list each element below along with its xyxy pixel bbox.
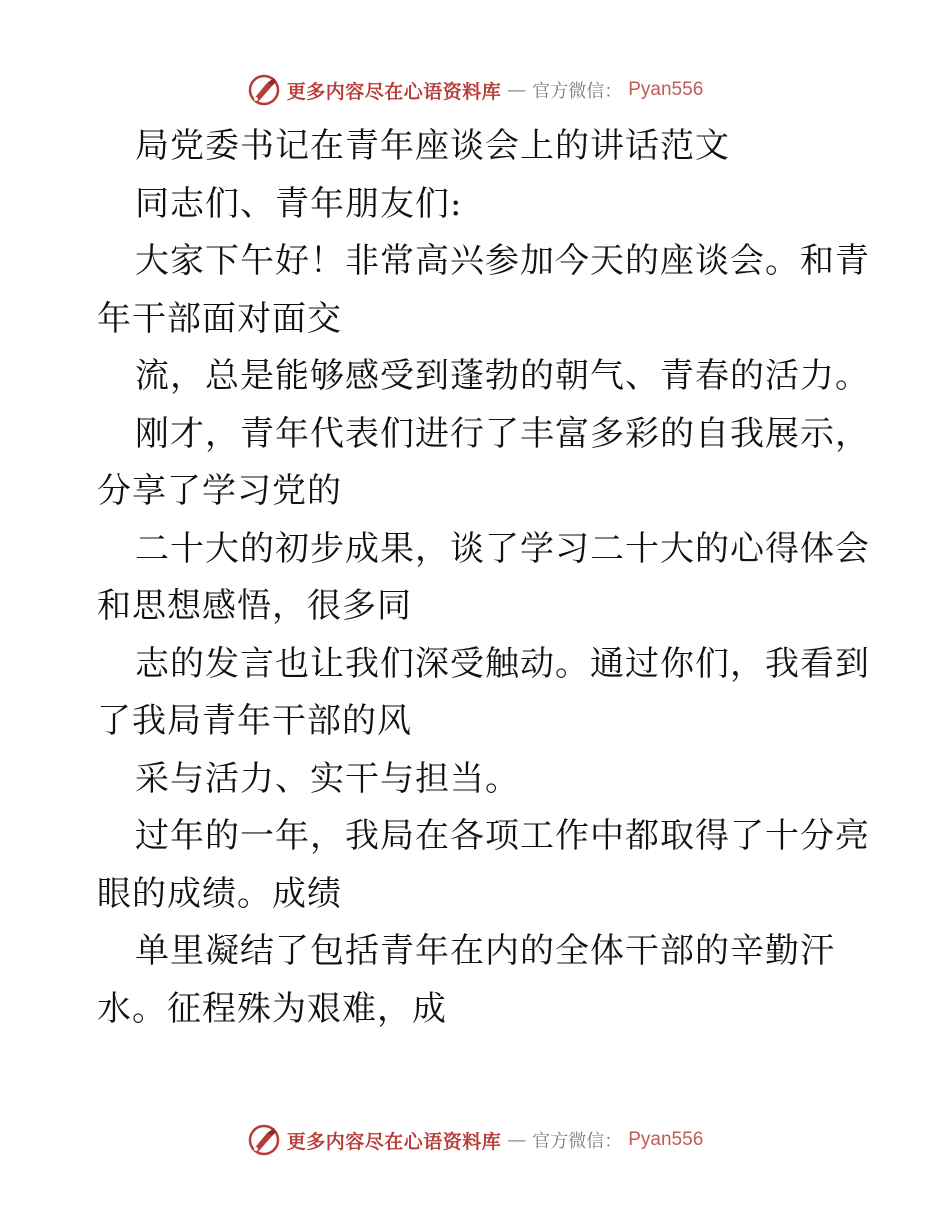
text-line: 流，总是能够感受到蓬勃的朝气、青春的活力。 — [135, 356, 870, 396]
text-line: 刚才，青年代表们进行了丰富多彩的自我展示， — [135, 413, 870, 454]
text-line: 年干部面对面交 — [97, 298, 342, 339]
text-line: 志的发言也让我们深受触动。通过你们，我看到 — [135, 643, 870, 684]
banner-wechat-id: Pyan556 — [628, 1129, 704, 1150]
header-banner — [0, 70, 950, 110]
text-line: 采与活力、实干与担当。 — [135, 758, 520, 799]
banner-wechat-id: Pyan556 — [628, 79, 704, 100]
banner-dash: — — [507, 79, 527, 101]
banner-site-name: 更多内容尽在心语资料库 — [286, 80, 502, 103]
banner-site-name: 更多内容尽在心语资料库 — [286, 1130, 502, 1153]
text-line: 同志们、青年朋友们: — [135, 183, 463, 224]
footer-banner — [0, 1120, 950, 1160]
text-line: 单里凝结了包括青年在内的全体干部的辛勤汗 — [135, 931, 835, 971]
text-line: 大家下午好！非常高兴参加今天的座谈会。和青 — [135, 241, 870, 281]
document-title: 局党委书记在青年座谈会上的讲话范文 — [135, 126, 730, 166]
text-line: 二十大的初步成果，谈了学习二十大的心得体会 — [135, 528, 870, 569]
text-line: 了我局青年干部的风 — [97, 701, 412, 741]
banner-label: 官方微信： — [532, 81, 623, 102]
text-line: 水。征程殊为艰难，成 — [97, 988, 447, 1029]
text-line: 和思想感悟，很多同 — [97, 586, 412, 626]
banner-label: 官方微信： — [532, 1131, 623, 1152]
text-line: 眼的成绩。成绩 — [97, 873, 342, 914]
pen-logo-icon — [247, 73, 281, 107]
text-line: 过年的一年，我局在各项工作中都取得了十分亮 — [135, 816, 870, 856]
pen-logo-icon — [247, 1123, 281, 1157]
banner-dash: — — [507, 1129, 527, 1151]
text-line: 分享了学习党的 — [97, 471, 342, 511]
document-body — [97, 118, 870, 1038]
